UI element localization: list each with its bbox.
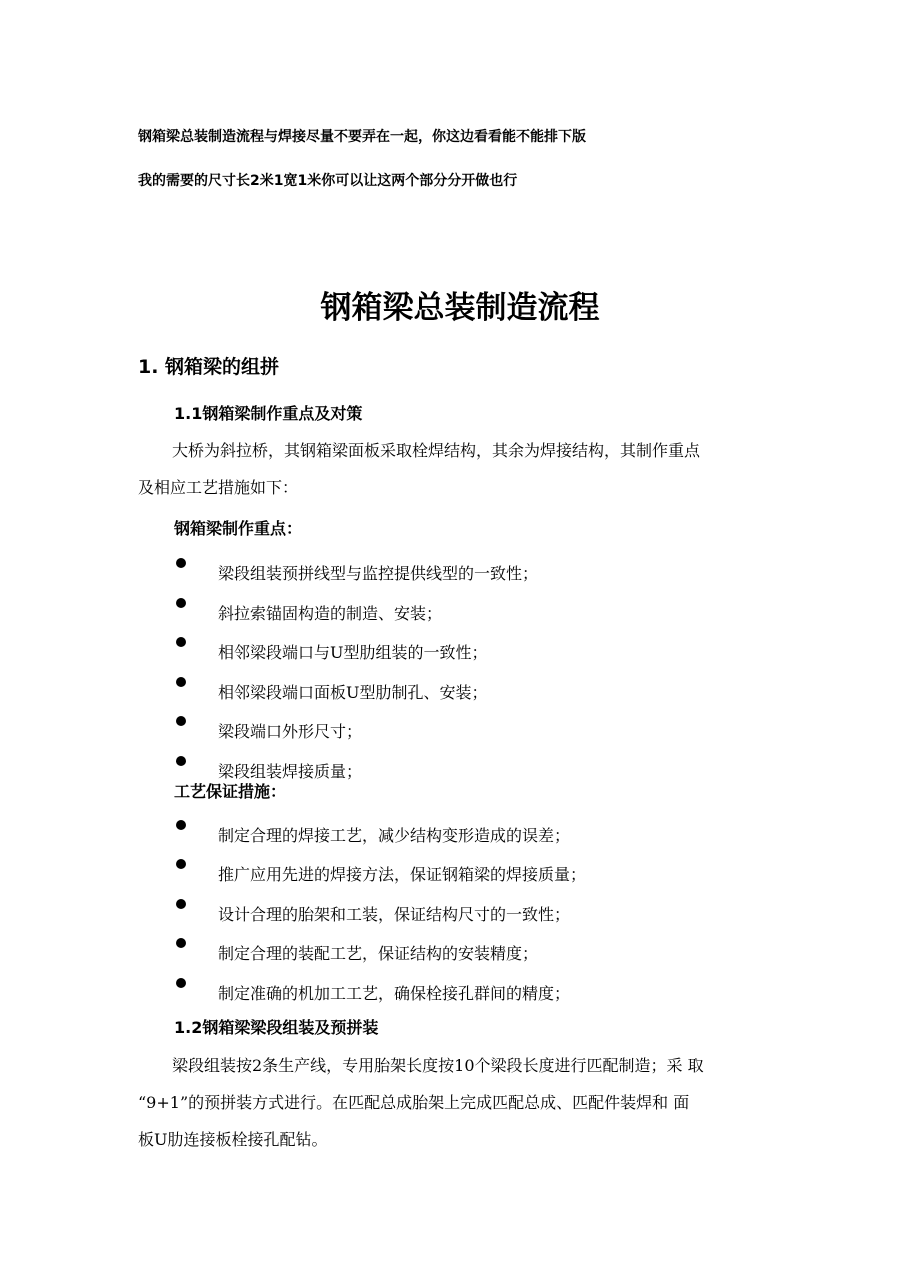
- key-points-label: 钢箱梁制作重点：: [174, 519, 303, 538]
- intro-line-1: 大桥为斜拉桥，其钢箱梁面板采取栓焊结构，其余为焊接结构，其制作重点: [172, 441, 701, 460]
- assembly-line-1: 梁段组装按2条生产线，专用胎架长度按10个梁段长度进行匹配制造；采 取: [172, 1056, 704, 1075]
- subsection-heading-1-1: 1.1钢箱梁制作重点及对策: [174, 404, 363, 423]
- key-point-item: 相邻梁段端口与U型肋组装的一致性；: [218, 643, 488, 662]
- measure-item: 设计合理的胎架和工装，保证结构尺寸的一致性；: [218, 905, 571, 924]
- measures-label: 工艺保证措施：: [174, 782, 287, 801]
- assembly-paragraph: [138, 1047, 778, 1158]
- bullet-icon: [176, 598, 186, 608]
- bullet-icon: [176, 756, 186, 766]
- intro-paragraph: [138, 432, 778, 506]
- intro-line-2: 及相应工艺措施如下：: [138, 478, 299, 497]
- measure-item: 推广应用先进的焊接方法，保证钢箱梁的焊接质量；: [218, 865, 587, 884]
- subsection-heading-1-2: 1.2钢箱梁梁段组装及预拼装: [174, 1018, 379, 1037]
- bullet-icon: [176, 558, 186, 568]
- key-point-item: 相邻梁段端口面板U型肋制孔、安装；: [218, 683, 488, 702]
- bullet-icon: [176, 859, 186, 869]
- bullet-icon: [176, 938, 186, 948]
- key-point-item: 斜拉索锚固构造的制造、安装；: [218, 604, 443, 623]
- assembly-line-3: 板U肋连接板栓接孔配钻。: [138, 1130, 328, 1149]
- key-point-item: 梁段端口外形尺寸；: [218, 722, 363, 741]
- bullet-icon: [176, 820, 186, 830]
- measure-item: 制定合理的装配工艺，保证结构的安装精度；: [218, 944, 539, 963]
- assembly-line-2: “9+1”的预拼装方式进行。在匹配总成胎架上完成匹配总成、匹配件装焊和 面: [138, 1093, 690, 1112]
- bullet-icon: [176, 716, 186, 726]
- section-heading: 1. 钢箱梁的组拼: [138, 356, 280, 378]
- key-point-item: 梁段组装焊接质量；: [218, 762, 363, 781]
- note-line-1: 钢箱梁总装制造流程与焊接尽量不要弄在一起，你这边看看能不能排下版: [138, 129, 586, 145]
- note-line-2: 我的需要的尺寸长2米1宽1米你可以让这两个部分分开做也行: [138, 173, 518, 189]
- bullet-icon: [176, 899, 186, 909]
- key-point-item: 梁段组装预拼线型与监控提供线型的一致性；: [218, 564, 539, 583]
- measure-item: 制定合理的焊接工艺，减少结构变形造成的误差；: [218, 826, 571, 845]
- page-title: 钢箱梁总装制造流程: [320, 290, 600, 326]
- bullet-icon: [176, 637, 186, 647]
- measure-item: 制定准确的机加工工艺，确保栓接孔群间的精度；: [218, 984, 571, 1003]
- bullet-icon: [176, 677, 186, 687]
- bullet-icon: [176, 978, 186, 988]
